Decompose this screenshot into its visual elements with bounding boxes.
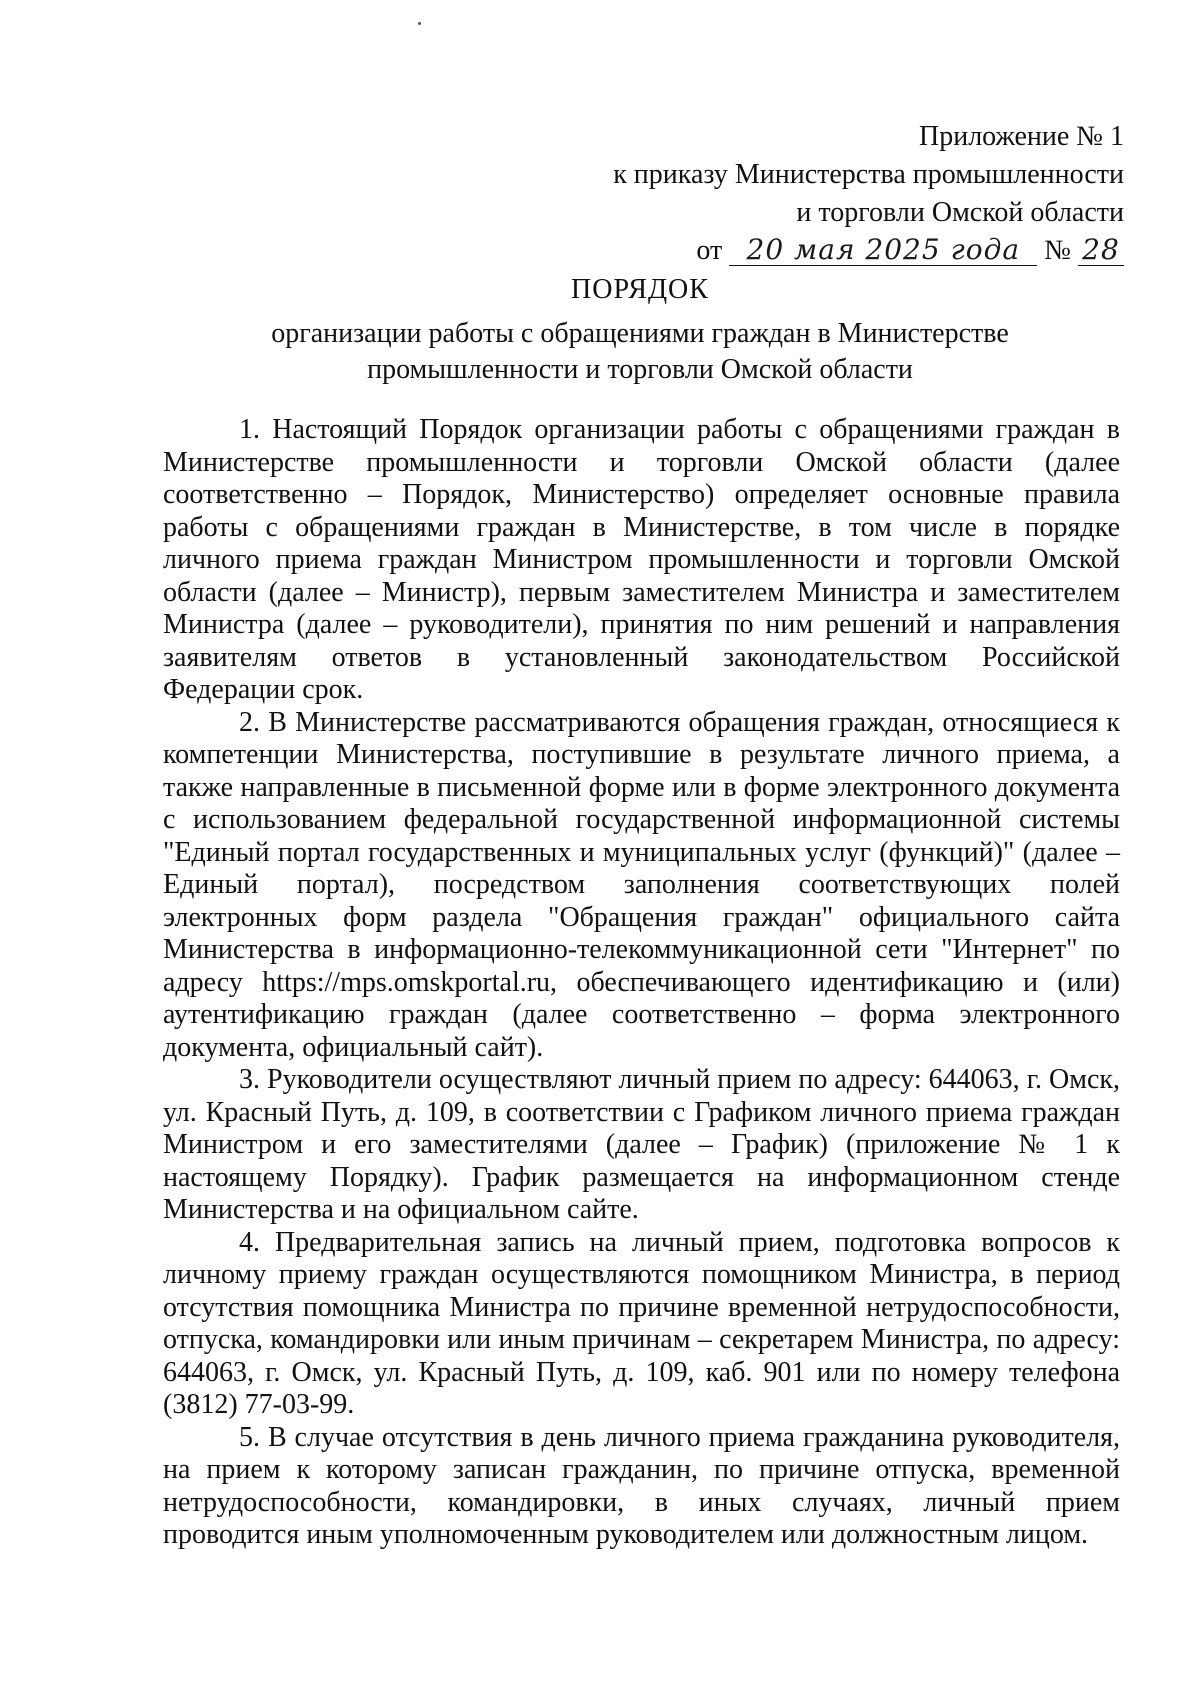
appendix-date-line bbox=[613, 232, 1124, 270]
handwritten-date: 20 мая 2025 года bbox=[729, 235, 1037, 266]
document-title-block bbox=[160, 272, 1120, 388]
handwritten-number: 28 bbox=[1078, 235, 1124, 266]
paragraph-2: 2. В Министерстве рассматриваются обращения граждан, относящиеся к компетенции Министерства, поступившие в результате личного приема, а также направленные в письменной форме или в форме электронного документа с использованием федеральной государственной информационной системы "Единый портал государственных и муниципальных услуг (функций)" (далее – Единый портал), посредством заполнения соответствующих полей электронных форм раздела "Обращения граждан" официального сайта Министерства в информационно-телекоммуникационной сети "Интернет" по адресу https://mps.omskportal.ru, обеспечивающего идентификацию и (или) аутентификацию граждан (далее соответственно – форма электронного документа, официальный сайт). bbox=[163, 706, 1120, 1063]
document-title: ПОРЯДОК bbox=[571, 274, 709, 305]
appendix-ministry: и торговли Омской области bbox=[796, 197, 1124, 228]
paragraph-1: 1. Настоящий Порядок организации работы с обращениями граждан в Министерстве промышленности и торговли Омской области (далее соответственно – Порядок, Министерство) определяет основные правила работы с обращениями граждан в Министерстве, в том числе в порядке личного приема граждан Министром промышленности и торговли Омской области (далее – Министр), первым заместителем Министра и заместителем Министра (далее – руководители), принятия по ним решений и направления заявителям ответов в установленный законодательством Российской Федерации срок. bbox=[163, 414, 1120, 705]
paragraph-3: 3. Руководители осуществляют личный прием по адресу: 644063, г. Омск, ул. Красный Путь, д. 109, в соответствии с Графиком личного приема граждан Министром и его заместителями (далее – График) (приложение № 1 к настоящему Порядку). График размещается на информационном стенде Министерства и на официальном сайте. bbox=[163, 1064, 1120, 1225]
paragraph-4: 4. Предварительная запись на личный прием, подготовка вопросов к личному приему граждан осуществляются помощником Министра, в период отсутствия помощника Министра по причине временной нетрудоспособности, отпуска, командировки или иным причинам – секретарем Министра, по адресу: 644063, г. Омск, ул. Красный Путь, д. 109, каб. 901 или по номеру телефона (3812) 77-03-99. bbox=[163, 1226, 1120, 1420]
subtitle-line-1: организации работы с обращениями граждан в Министерстве bbox=[271, 318, 1009, 349]
number-prefix: № bbox=[1044, 235, 1071, 266]
subtitle-line-2: промышленности и торговли Омской области bbox=[367, 354, 913, 385]
paragraph-5: 5. В случае отсутствия в день личного приема гражданина руководителя, на прием к которому записан гражданин, по причине отпуска, временной нетрудоспособности, командировки, в иных случаях, личный прием проводится иным уполномоченным руководителем или должностным лицом. bbox=[163, 1421, 1120, 1550]
appendix-header bbox=[613, 118, 1124, 270]
appendix-order-ref: к приказу Министерства промышленности bbox=[613, 159, 1124, 190]
date-prefix: от bbox=[696, 235, 723, 266]
document-subtitle bbox=[160, 316, 1120, 388]
appendix-number: Приложение № 1 bbox=[919, 121, 1124, 152]
scan-speck bbox=[418, 22, 421, 25]
document-body bbox=[163, 414, 1120, 1552]
